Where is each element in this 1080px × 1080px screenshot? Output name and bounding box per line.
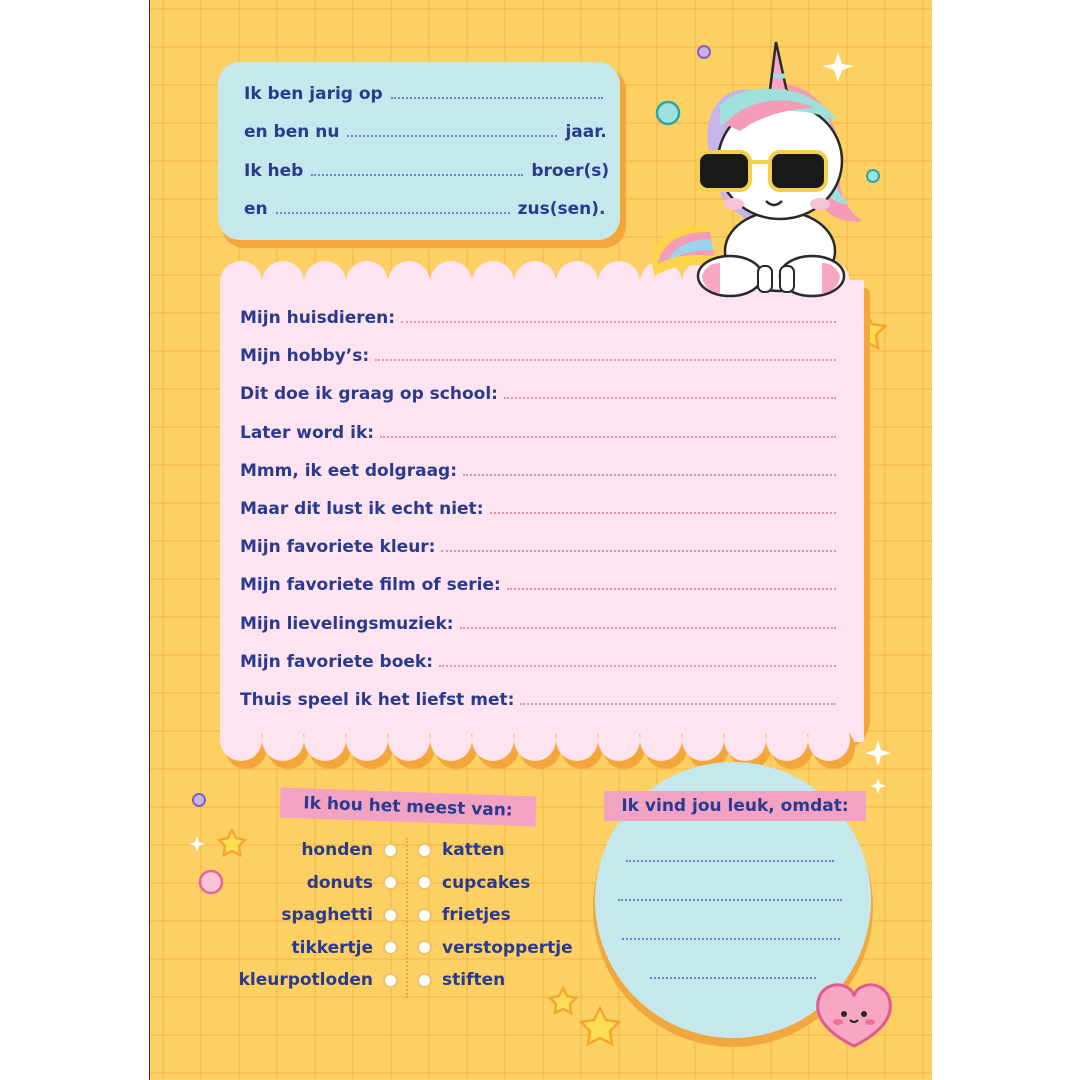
favorite-row bbox=[240, 346, 836, 366]
favorite-label: Mijn favoriete boek: bbox=[240, 651, 434, 672]
scallop bbox=[598, 719, 640, 761]
like-checkbox[interactable] bbox=[417, 908, 432, 923]
scallop bbox=[262, 719, 304, 761]
scallop bbox=[220, 261, 262, 303]
friend-line-4[interactable] bbox=[650, 977, 816, 979]
sisters-unit: zus(sen). bbox=[517, 199, 606, 219]
like-option-left bbox=[291, 938, 398, 958]
like-checkbox[interactable] bbox=[417, 875, 432, 890]
scallop bbox=[598, 261, 640, 303]
favorite-label: Thuis speel ik het liefst met: bbox=[240, 690, 515, 710]
scallop bbox=[304, 261, 346, 303]
like-option-label: cupcakes bbox=[442, 872, 531, 893]
likes-divider bbox=[406, 838, 410, 998]
favorite-answer-field[interactable] bbox=[439, 665, 836, 667]
favorite-label: Mijn hobby’s: bbox=[240, 346, 370, 367]
favorite-answer-field[interactable] bbox=[380, 436, 836, 438]
scallop bbox=[346, 719, 388, 761]
like-checkbox[interactable] bbox=[383, 940, 398, 955]
scallop bbox=[514, 719, 556, 761]
brothers-unit: broer(s) bbox=[531, 161, 610, 181]
like-option-label: spaghetti bbox=[281, 905, 373, 925]
scallop bbox=[556, 719, 598, 761]
like-option-left bbox=[307, 873, 398, 893]
like-option-label: kleurpotloden bbox=[238, 970, 373, 990]
favorite-answer-field[interactable] bbox=[507, 588, 836, 590]
scallop bbox=[430, 261, 472, 303]
favorite-label: Maar dit lust ik echt niet: bbox=[240, 499, 484, 519]
like-checkbox[interactable] bbox=[383, 973, 398, 988]
like-option-right bbox=[417, 873, 530, 893]
like-checkbox[interactable] bbox=[383, 908, 398, 923]
favorite-label: Mmm, ik eet dolgraag: bbox=[240, 460, 458, 481]
favorite-row bbox=[240, 537, 836, 557]
scallop bbox=[472, 719, 514, 761]
like-option-label: verstoppertje bbox=[442, 937, 573, 958]
favorite-row bbox=[240, 575, 836, 595]
like-option-label: donuts bbox=[306, 872, 373, 893]
age-unit: jaar. bbox=[565, 122, 607, 142]
age-label: en ben nu bbox=[244, 122, 340, 142]
favorite-row bbox=[240, 461, 836, 481]
friend-line-3[interactable] bbox=[622, 938, 840, 940]
like-checkbox[interactable] bbox=[417, 940, 432, 955]
favorite-answer-field[interactable] bbox=[401, 321, 836, 323]
scallop bbox=[388, 261, 430, 303]
favorite-row bbox=[240, 690, 836, 710]
scallop bbox=[388, 719, 430, 761]
like-checkbox[interactable] bbox=[417, 973, 432, 988]
favorite-row bbox=[240, 308, 836, 328]
scallop bbox=[304, 719, 346, 761]
like-option-left bbox=[301, 840, 398, 860]
favorite-row bbox=[240, 423, 836, 443]
friend-line-1[interactable] bbox=[626, 860, 834, 862]
like-checkbox[interactable] bbox=[383, 875, 398, 890]
scallop bbox=[472, 261, 514, 303]
favorite-row bbox=[240, 614, 836, 634]
like-option-label: katten bbox=[442, 840, 505, 860]
scallop bbox=[514, 261, 556, 303]
like-checkbox[interactable] bbox=[417, 843, 432, 858]
favorite-row bbox=[240, 384, 836, 404]
scallop bbox=[556, 261, 598, 303]
favorite-label: Mijn favoriete film of serie: bbox=[240, 575, 501, 596]
favorite-label: Dit doe ik graag op school: bbox=[240, 384, 498, 405]
unicorn-illustration bbox=[640, 36, 880, 306]
scallop bbox=[808, 719, 850, 761]
like-option-label: honden bbox=[301, 840, 373, 860]
favorite-answer-field[interactable] bbox=[463, 474, 836, 476]
favorite-answer-field[interactable] bbox=[490, 512, 837, 514]
like-option-right bbox=[417, 905, 511, 925]
like-checkbox[interactable] bbox=[383, 843, 398, 858]
like-option-left bbox=[239, 970, 398, 990]
brothers-label: Ik heb bbox=[244, 161, 304, 181]
like-option-right bbox=[417, 938, 573, 958]
like-option-right bbox=[417, 840, 505, 860]
favorite-answer-field[interactable] bbox=[504, 397, 836, 399]
favorite-label: Later word ik: bbox=[240, 422, 375, 443]
favorite-label: Mijn favoriete kleur: bbox=[240, 537, 436, 558]
scallop bbox=[430, 719, 472, 761]
scallop bbox=[724, 719, 766, 761]
like-option-label: frietjes bbox=[442, 905, 511, 925]
friend-line-2[interactable] bbox=[618, 899, 842, 901]
scallop bbox=[346, 261, 388, 303]
favorite-answer-field[interactable] bbox=[520, 703, 836, 705]
like-option-label: stiften bbox=[442, 970, 506, 990]
sunglasses-icon bbox=[698, 152, 750, 190]
favorite-answer-field[interactable] bbox=[460, 627, 836, 629]
favorite-label: Mijn lievelingsmuziek: bbox=[240, 613, 454, 634]
scallop bbox=[766, 719, 808, 761]
scallop bbox=[220, 719, 262, 761]
scallop bbox=[682, 719, 724, 761]
like-option-label: tikkertje bbox=[291, 937, 373, 958]
like-option-left bbox=[281, 905, 398, 925]
favorite-answer-field[interactable] bbox=[375, 359, 836, 361]
like-option-right bbox=[417, 970, 505, 990]
scallop bbox=[262, 261, 304, 303]
heart-icon bbox=[812, 978, 896, 1050]
sisters-label: en bbox=[244, 199, 268, 219]
friend-ribbon: Ik vind jou leuk, omdat: bbox=[604, 791, 866, 821]
favorite-row bbox=[240, 652, 836, 672]
birthday-label: Ik ben jarig op bbox=[244, 84, 383, 104]
favorite-label: Mijn huisdieren: bbox=[240, 308, 396, 328]
likes-ribbon: Ik hou het meest van: bbox=[280, 788, 537, 827]
favorite-row bbox=[240, 499, 836, 519]
scallop bbox=[640, 719, 682, 761]
favorite-answer-field[interactable] bbox=[441, 550, 836, 552]
